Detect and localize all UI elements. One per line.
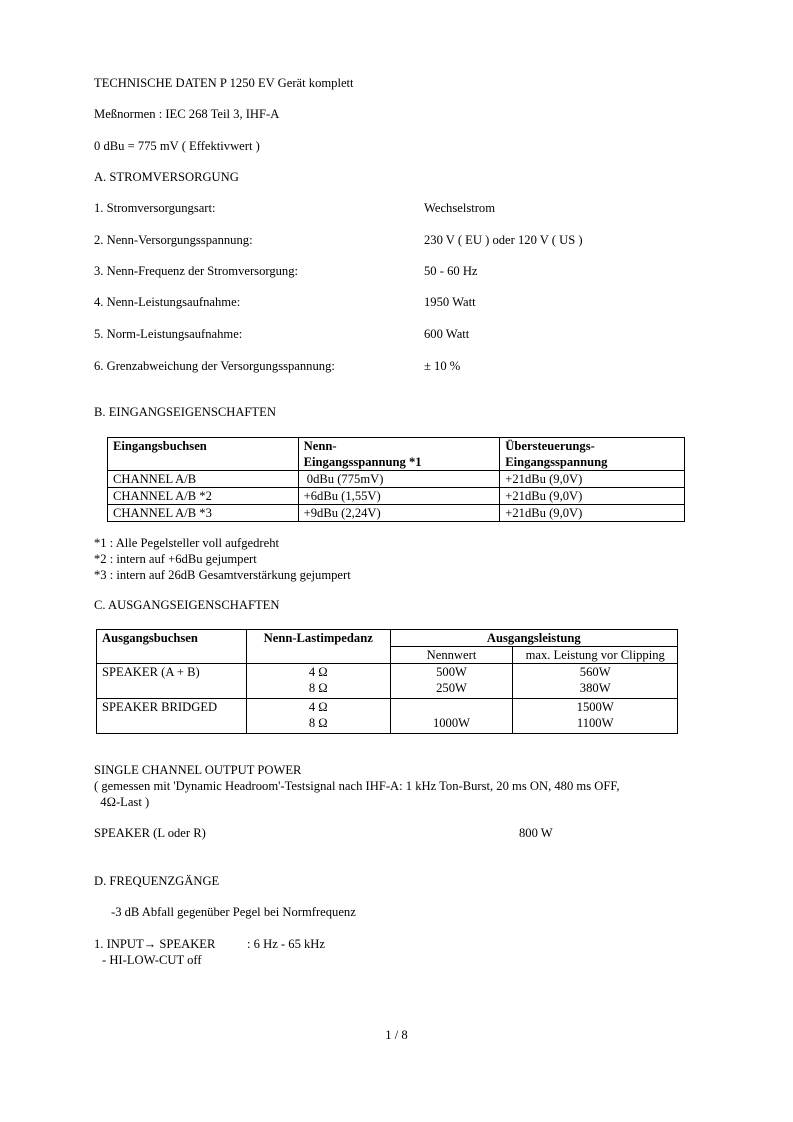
header-line: Übersteuerungs-: [505, 439, 595, 453]
frequency-item-value: : 6 Hz - 65 kHz: [247, 937, 325, 951]
spec-value: 230 V ( EU ) oder 120 V ( US ): [424, 233, 583, 247]
table-cell: +21dBu (9,0V): [500, 505, 685, 522]
table-header-cell: [500, 438, 685, 471]
spec-value: ± 10 %: [424, 359, 461, 373]
section-b-heading: B. EINGANGSEIGENSCHAFTEN: [94, 405, 276, 419]
table-cell: CHANNEL A/B: [108, 471, 299, 488]
table-cell: [246, 699, 390, 734]
frequency-item-label: 1. INPUT→ SPEAKER: [94, 937, 216, 951]
table-header-cell: Nennwert: [390, 647, 513, 664]
cell-line: 380W: [579, 681, 611, 695]
table-cell: CHANNEL A/B *3: [108, 505, 299, 522]
cell-line: 4 Ω: [308, 700, 328, 714]
speaker-lr-label: SPEAKER (L oder R): [94, 826, 206, 840]
table-row: [108, 471, 685, 488]
table-cell: CHANNEL A/B *2: [108, 488, 299, 505]
spec-label: 6. Grenzabweichung der Versorgungsspannung:: [94, 359, 335, 373]
spec-label: 5. Norm-Leistungsaufnahme:: [94, 327, 243, 341]
table-cell: [246, 664, 390, 699]
table-header-cell: Nenn-Lastimpedanz: [246, 630, 390, 664]
page-title: TECHNISCHE DATEN P 1250 EV Gerät komplett: [94, 76, 354, 90]
spec-label: 2. Nenn-Versorgungsspannung:: [94, 233, 253, 247]
output-properties-table: [96, 629, 678, 734]
section-a-heading: A. STROMVERSORGUNG: [94, 170, 239, 184]
table-header-cell: Eingangsbuchsen: [108, 438, 299, 471]
table-cell: +21dBu (9,0V): [500, 488, 685, 505]
single-channel-title: SINGLE CHANNEL OUTPUT POWER: [94, 763, 302, 777]
section-c-heading: C. AUSGANGSEIGENSCHAFTEN: [94, 598, 280, 612]
spec-value: Wechselstrom: [424, 201, 496, 215]
header-line: Nenn-: [303, 439, 337, 453]
footnote: *3 : intern auf 26dB Gesamtverstärkung gejumpert: [94, 568, 351, 582]
table-row: [97, 664, 678, 699]
footnote: *2 : intern auf +6dBu gejumpert: [94, 552, 257, 566]
cell-line: 1000W: [432, 716, 471, 730]
spec-label: 1. Stromversorgungsart:: [94, 201, 216, 215]
cell-line: 8 Ω: [308, 716, 328, 730]
single-channel-description: ( gemessen mit 'Dynamic Headroom'-Testsignal nach IHF-A: 1 kHz Ton-Burst, 20 ms ON, 480 ms OFF,: [94, 779, 620, 793]
speaker-lr-value: 800 W: [519, 826, 553, 840]
cell-line: 4 Ω: [308, 665, 328, 679]
header-line: Eingangsspannung *1: [303, 455, 422, 469]
table-cell: +6dBu (1,55V): [298, 488, 500, 505]
table-cell: [390, 699, 513, 734]
section-d-heading: D. FREQUENZGÄNGE: [94, 874, 220, 888]
header-line: Eingangsspannung: [505, 455, 608, 469]
table-header-cell: Ausgangsbuchsen: [97, 630, 247, 664]
cell-line: 560W: [579, 665, 611, 679]
cell-line: 1500W: [576, 700, 614, 714]
cell-line: 250W: [436, 681, 467, 695]
cell-line: [396, 699, 508, 715]
table-header-cell: max. Leistung vor Clipping: [513, 647, 678, 664]
table-cell: SPEAKER BRIDGED: [97, 699, 247, 734]
spec-value: 1950 Watt: [424, 295, 476, 309]
spec-value: 600 Watt: [424, 327, 470, 341]
reference-level: 0 dBu = 775 mV ( Effektivwert ): [94, 139, 260, 153]
frequency-note: -3 dB Abfall gegenüber Pegel bei Normfrequenz: [111, 905, 356, 919]
spec-value: 50 - 60 Hz: [424, 264, 478, 278]
cell-line: 8 Ω: [308, 681, 328, 695]
table-cell: [390, 664, 513, 699]
table-header-cell: Ausgangsleistung: [390, 630, 677, 647]
table-header-row: [108, 438, 685, 471]
cell-line: 500W: [436, 665, 467, 679]
table-row: [108, 488, 685, 505]
table-header-cell: [298, 438, 500, 471]
spec-label: 3. Nenn-Frequenz der Stromversorgung:: [94, 264, 299, 278]
spec-label: 4. Nenn-Leistungsaufnahme:: [94, 295, 241, 309]
footnote: *1 : Alle Pegelsteller voll aufgedreht: [94, 536, 280, 550]
table-cell: +9dBu (2,24V): [298, 505, 500, 522]
table-cell: [513, 664, 678, 699]
table-header-row: [97, 630, 678, 647]
single-channel-description-cont: 4Ω-Last ): [94, 795, 150, 809]
frequency-item-sub: - HI-LOW-CUT off: [102, 953, 202, 967]
table-cell: 0dBu (775mV): [298, 471, 500, 488]
table-cell: +21dBu (9,0V): [500, 471, 685, 488]
table-cell: [513, 699, 678, 734]
table-cell: SPEAKER (A + B): [97, 664, 247, 699]
cell-line: 1100W: [576, 716, 614, 730]
table-row: [97, 699, 678, 734]
input-properties-table: [107, 437, 685, 522]
page-number: 1 / 8: [385, 1028, 408, 1042]
table-row: [108, 505, 685, 522]
measurement-norms: Meßnormen : IEC 268 Teil 3, IHF-A: [94, 107, 280, 121]
